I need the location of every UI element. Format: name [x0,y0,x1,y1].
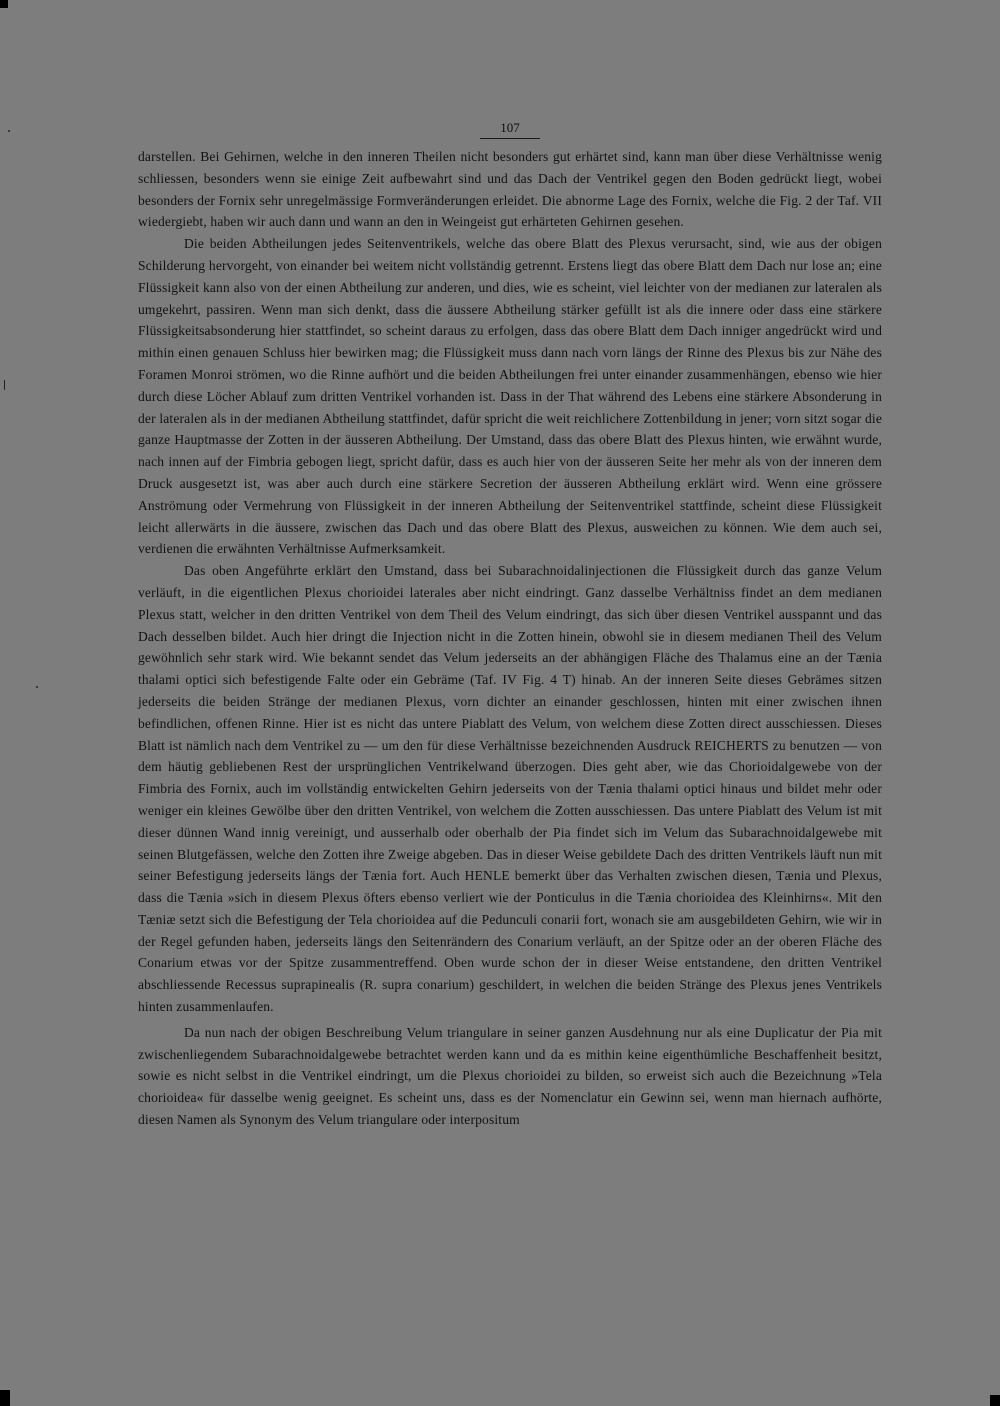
paragraph: Da nun nach der obigen Beschreibung Velum triangulare in seiner ganzen Ausdehnung nur als eine Duplicatur der Pia mit zwischenliegendem Subarachnoidalgewebe betrachtet werden kann und da es mithin keine eigenthümliche Beschaffenheit besitzt, sowie es nicht selbst in die Ventrikel eindringt, um die Plexus chorioidei zu bilden, so erweist sich auch die Bezeichnung »Tela chorioidea« für dasselbe wenig geeignet. Es scheint uns, dass es der Nomenclatur ein Gewinn sei, wenn man hiernach aufhörte, diesen Namen als Synonym des Velum triangulare oder interpositum [138,1024,882,1128]
scan-speck [4,380,5,390]
paragraph: Das oben Angeführte erklärt den Umstand, dass bei Subarachnoidalinjectionen die Flüssigkeit durch das ganze Velum verläuft, in die eigentlichen Plexus chorioidei laterales aber nicht eindringt. Ganz dasselbe Verhältniss findet an dem medianen Plexus statt, welcher in den dritten Ventrikel von dem Theil des Velum eindringt, das sich über diesen Ventrikel ausspannt und das Dach desselben bildet. Auch hier dringt die Injection nicht in die Zotten hinein, obwohl sie in diesem medianen Theil des Velum gewöhnlich sehr stark wird. Wie bekannt sendet das Velum jederseits an der abhängigen Fläche des Thalamus eine an der Tænia thalami optici sich befestigende Falte oder ein Gebräme (Taf. IV Fig. 4 T) hinab. An der inneren Seite dieses Gebrämes sitzen jederseits die beiden Stränge der medianen Plexus, vorn dichter an einander geschlossen, hinten mit einer zwischen ihnen befindlichen, offenen Rinne. Hier ist es nicht das untere Piablatt des Velum, von welchem diese Zotten direct ausschiessen. Dieses Blatt ist nämlich nach dem Ventrikel zu — um den für diese Verhältnisse bezeichnenden Ausdruck REICHERTS zu benutzen — von dem häutig gebliebenen Rest der ursprünglichen Ventrikelwand überzogen. Dies geht aber, wie das Chorioidalgewebe von der Fimbria des Fornix, auch im vollständig entwickelten Gehirn jederseits von der Tænia thalami optici hinaus und bildet mehr oder weniger ein kleines Gewölbe über den dritten Ventrikel, von welchem die Zotten ausschiessen. Das untere Piablatt des Velum ist mit dieser dünnen Wand innig vereinigt, und ausserhalb oder oberhalb der Pia findet sich im Velum das Subarachnoidalgewebe mit seinen Blutgefässen, welche den Zotten ihre Zweige abgeben. Das in dieser Weise gebildete Dach des dritten Ventrikels läuft nun mit seiner Befestigung jederseits längs der Tænia fort. Auch HENLE bemerkt über das Verhalten zwischen diesen, Tænia und Plexus, dass die Tænia »sich in diesem Plexus öfters ebenso verliert wie der Ponticulus in die Tænia chorioidea des Kleinhirns«. Mit den Tæniæ setzt sich die Befestigung der Tela chorioidea auf die Pedunculi conarii fort, wonach sie am ausgebildeten Gehirn, wie wir in der Regel gefunden haben, jederseits längs den Seitenrändern des Conarium verläuft, an der Spitze oder an der oberen Fläche des Conarium etwas vor der Spitze zusammentreffend. Oben wurde schon der in dieser Weise entstandene, den dritten Ventrikel abschliessende Recessus suprapinealis (R. supra conarium) geschildert, in welchen die beiden Stränge des Plexus jenes Ventrikels hinten zusammenlaufen. [138,563,882,1015]
paragraph: darstellen. Bei Gehirnen, welche in den inneren Theilen nicht besonders gut erhärtet sind, kann man über diese Verhältnisse wenig schliessen, besonders wenn sie einige Zeit aufbewahrt sind und das Dach der Ventrikel gegen den Boden gedrückt liegt, wobei besonders der Fornix sehr unregelmässige Formveränderungen erleidet. Die abnorme Lage des Fornix, welche die Fig. 2 der Taf. VII wiedergiebt, haben wir auch dann und wann an den in Weingeist gut erhärteten Gehirnen gesehen. [138,149,882,230]
scan-speck [36,686,38,688]
scan-corner-mark [0,1390,10,1406]
scan-corner-mark [990,1395,1000,1406]
page-number: 107 [480,120,540,139]
paragraph: Die beiden Abtheilungen jedes Seitenventrikels, welche das obere Blatt des Plexus verursacht, sind, wie aus der obigen Schilderung hervorgeht, von einander bei weitem nicht vollständig getrennt. Erstens liegt das obere Blatt dem Dach nur lose an; eine Flüssigkeit kann also von der einen Abtheilung zur anderen, und dies, wie es scheint, viel leichter von der medianen zur lateralen als umgekehrt, passiren. Wenn man sich denkt, dass die äussere Abtheilung stärker gefüllt ist als die innere oder dass eine stärkere Flüssigkeitsabsonderung hier stattfindet, so scheint daraus zu erfolgen, dass das obere Blatt dem Dach inniger angedrückt wird und mithin einen genauen Schluss hier bewirken mag; die Flüssigkeit muss dann nach vorn längs der Rinne des Plexus bis zur Nähe des Foramen Monroi strömen, wo die Rinne aufhört und die beiden Abtheilungen frei unter einander zusammenhängen, ebenso wie hier durch diese Löcher Ablauf zum dritten Ventrikel vorhanden ist. Dass in der That während des Lebens eine stärkere Absonderung in der lateralen als in der medianen Abtheilung stattfindet, dafür spricht die weit reichlichere Zottenbildung in jener; vorn sitzt sogar die ganze Hauptmasse der Zotten in der äusseren Abtheilung. Der Umstand, dass das obere Blatt des Plexus hinten, wie erwähnt wurde, nach innen auf der Fimbria gebogen liegt, spricht dafür, dass es auch hier von der äusseren Seite her mehr als von der inneren dem Druck ausgesetzt ist, was aber auch durch eine stärkere Secretion der äusseren Abtheilung erklärt wird. Wenn eine grössere Anströmung oder Vermehrung von Flüssigkeit in der inneren Abtheilung der Seitenventrikel stattfinde, scheint diese Flüssigkeit leicht allerwärts in die äussere, zwischen das Dach und das obere Blatt des Plexus, ausweichen zu können. Wie dem auch sei, verdienen die erwähnten Verhältnisse Aufmerksamkeit. [138,236,882,557]
scan-corner-mark [0,0,8,8]
body-text [138,146,882,1131]
scan-speck [8,130,10,132]
